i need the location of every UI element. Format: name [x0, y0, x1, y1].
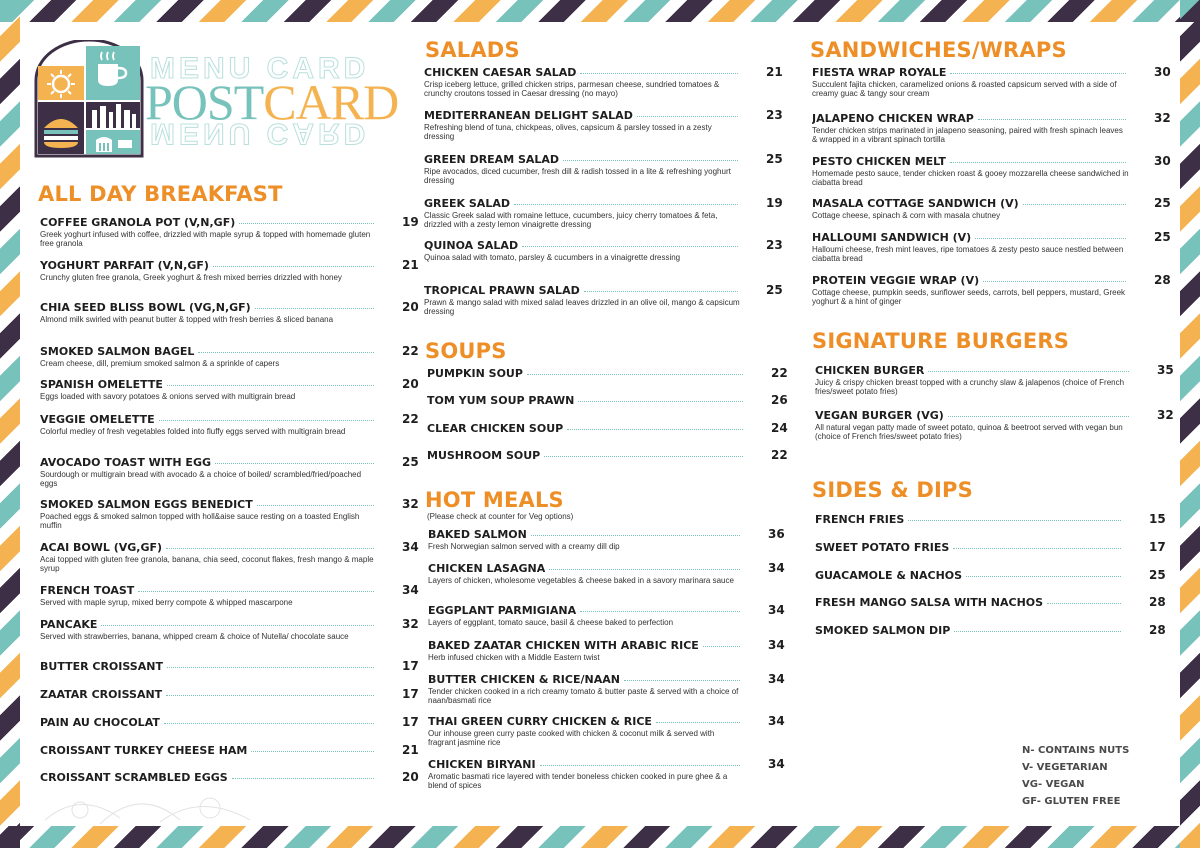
dotted-leader — [978, 119, 1126, 120]
item-price: 25 — [766, 283, 783, 297]
menu-item-row — [40, 498, 378, 511]
item-description: Almond milk swirled with peanut butter & topped with fresh berries & sliced banana — [40, 315, 334, 324]
item-name: CROISSANT SCRAMBLED EGGS — [40, 771, 228, 784]
item-name: SMOKED SALMON BAGEL — [40, 345, 195, 358]
menu-item-zaatar-croissant — [40, 687, 419, 701]
menu-item-row — [815, 541, 1125, 554]
menu-item-spanish-omelette — [40, 377, 419, 401]
dietary-legend — [1022, 742, 1129, 810]
item-name: CHICKEN LASAGNA — [428, 562, 546, 575]
item-price: 34 — [768, 638, 785, 652]
dotted-leader — [540, 765, 740, 766]
dotted-leader — [567, 429, 743, 430]
item-description: Aromatic basmati rice layered with tender boneless chicken cooked in pure ghee & a blend of spices — [428, 772, 728, 790]
item-description: Our inhouse green curry paste cooked with chicken & coconut milk & served with fragrant jasmine rice — [428, 729, 715, 747]
menu-item-row — [40, 345, 378, 358]
item-description: Halloumi cheese, fresh mint leaves, ripe tomatoes & zesty pesto sauce nestled between ciabatta bread — [812, 245, 1124, 263]
dotted-leader — [578, 401, 743, 402]
item-description: Cream cheese, dill, premium smoked salmon & a sprinkle of capers — [40, 359, 280, 368]
item-name: CHIA SEED BLISS BOWL (VG,N,GF) — [40, 301, 251, 314]
item-description: Juicy & crispy chicken breast topped with a crunchy slaw & jalapenos (choice of French fries/sweet potato fries) — [815, 378, 1125, 396]
logo-ghost-text-top: MENU CARD — [150, 52, 370, 85]
menu-item-vegan-burger-vg — [815, 408, 1174, 441]
dotted-leader — [544, 456, 743, 457]
menu-item-halloumi-sandwich-v — [812, 230, 1171, 263]
menu-item-row — [812, 274, 1130, 287]
menu-item-chicken-caesar-salad — [424, 65, 783, 98]
item-price: 34 — [402, 583, 419, 597]
item-description: Poached eggs & smoked salmon topped with holl&aise sauce resting on a toasted English muffin — [40, 512, 360, 530]
logo-wordmark — [145, 76, 398, 128]
item-price: 30 — [1154, 65, 1171, 79]
item-price: 32 — [1154, 111, 1171, 125]
menu-item-french-fries — [815, 513, 1167, 526]
item-price: 17 — [402, 715, 419, 729]
menu-item-sweet-potato-fries — [815, 541, 1167, 554]
item-name: BUTTER CHICKEN & RICE/NAAN — [428, 673, 620, 686]
item-name: VEGGIE OMELETTE — [40, 413, 155, 426]
dotted-leader — [167, 667, 374, 668]
menu-item-row — [40, 456, 378, 469]
item-price: 20 — [402, 770, 419, 784]
item-price: 17 — [1149, 540, 1166, 554]
menu-item-pumpkin-soup — [427, 366, 788, 380]
item-name: GREEK SALAD — [424, 197, 510, 210]
item-name: FRENCH TOAST — [40, 584, 135, 597]
item-price: 25 — [402, 455, 419, 469]
item-price: 25 — [766, 152, 783, 166]
menu-item-row — [40, 301, 378, 314]
dotted-leader — [954, 631, 1121, 632]
item-description: Acai topped with gluten free granola, banana, chia seed, coconut flakes, fresh mango & maple syrup — [40, 555, 374, 573]
heading-signature-burgers: SIGNATURE BURGERS — [812, 329, 1070, 353]
menu-item-row — [40, 744, 378, 757]
menu-item-row — [40, 688, 378, 701]
item-price: 28 — [1149, 595, 1166, 609]
item-name: GREEN DREAM SALAD — [424, 153, 560, 166]
item-price: 22 — [402, 344, 419, 358]
menu-item-row — [424, 239, 742, 252]
menu-item-mediterranean-delight-salad — [424, 108, 783, 141]
item-name: SPANISH OMELETTE — [40, 378, 163, 391]
item-description: Succulent fajita chicken, caramelized onions & roasted capsicum served with a side of creamy guac & tangy sour cream — [812, 80, 1117, 98]
item-description: Eggs loaded with savory potatoes & onions served with multigrain bread — [40, 392, 296, 401]
menu-item-row — [427, 394, 747, 407]
item-price: 28 — [1154, 273, 1171, 287]
menu-item-row — [40, 584, 378, 597]
item-description: Tender chicken cooked in a rich creamy tomato & butter paste & served with a choice of naan/basmati rice — [428, 687, 739, 705]
item-name: YOGHURT PARFAIT (V,N,GF) — [40, 259, 209, 272]
heading-sandwiches-wraps: SANDWICHES/WRAPS — [810, 38, 1067, 62]
menu-item-eggplant-parmigiana — [428, 603, 785, 627]
menu-item-row — [424, 284, 742, 297]
item-price: 23 — [766, 108, 783, 122]
item-description: Refreshing blend of tuna, chickpeas, olives, capsicum & parsley tossed in a zesty dressing — [424, 123, 712, 141]
dotted-leader — [159, 420, 374, 421]
menu-item-row — [428, 673, 744, 686]
item-price: 28 — [1149, 623, 1166, 637]
item-name: PAIN AU CHOCOLAT — [40, 716, 160, 729]
item-name: PANCAKE — [40, 618, 98, 631]
logo-word-card: CARD — [263, 74, 399, 130]
menu-item-masala-cottage-sandwich-v — [812, 196, 1171, 220]
dotted-leader — [215, 463, 374, 464]
dotted-leader — [167, 385, 374, 386]
dotted-leader — [255, 308, 374, 309]
item-description: Ripe avocados, diced cucumber, fresh dill & radish tossed in a lite & refreshing yoghurt dressing — [424, 167, 731, 185]
item-name: BUTTER CROISSANT — [40, 660, 163, 673]
item-price: 21 — [402, 258, 419, 272]
logo-word-post: POST — [145, 74, 264, 130]
menu-item-pancake — [40, 617, 419, 641]
item-price: 22 — [771, 448, 788, 462]
item-name: HALLOUMI SANDWICH (V) — [812, 231, 972, 244]
item-description: Cottage cheese, spinach & corn with masala chutney — [812, 211, 1001, 220]
menu-item-yoghurt-parfait-v-n-gf — [40, 258, 419, 282]
item-description: Herb infused chicken with a Middle Eastern twist — [428, 653, 600, 662]
hot-meals-note: (Please check at counter for Veg options) — [427, 512, 574, 521]
item-price: 34 — [768, 714, 785, 728]
menu-item-baked-zaatar-chicken-with-arabic-rice — [428, 638, 785, 662]
item-name: VEGAN BURGER (VG) — [815, 409, 944, 422]
menu-item-row — [428, 639, 744, 652]
menu-item-row — [427, 449, 747, 462]
dotted-leader — [637, 116, 738, 117]
dotted-leader — [563, 160, 738, 161]
item-price: 15 — [1149, 512, 1166, 526]
item-price: 25 — [1149, 568, 1166, 582]
heading-hot-meals: HOT MEALS — [425, 488, 564, 512]
dotted-leader — [101, 625, 374, 626]
menu-item-smoked-salmon-dip — [815, 624, 1167, 637]
dotted-leader — [584, 291, 738, 292]
dotted-leader — [257, 505, 374, 506]
item-name: ACAI BOWL (VG,GF) — [40, 541, 163, 554]
dotted-leader — [522, 246, 738, 247]
menu-item-row — [812, 155, 1130, 168]
item-price: 32 — [402, 497, 419, 511]
menu-item-pain-au-chocolat — [40, 715, 419, 729]
item-description: Served with strawberries, banana, whipped cream & choice of Nutella/ chocolate sauce — [40, 632, 349, 641]
logo-ghost-text-bottom: MENU CARD — [150, 117, 370, 150]
dotted-leader — [514, 204, 738, 205]
menu-item-row — [812, 197, 1130, 210]
dotted-leader — [656, 722, 740, 723]
item-name: CLEAR CHICKEN SOUP — [427, 422, 564, 435]
dotted-leader — [527, 374, 743, 375]
item-price: 22 — [402, 412, 419, 426]
dotted-leader — [251, 751, 374, 752]
dotted-leader — [580, 611, 740, 612]
menu-item-veggie-omelette — [40, 412, 419, 436]
item-name: SWEET POTATO FRIES — [815, 541, 950, 554]
item-description: Layers of eggplant, tomato sauce, basil & cheese baked to perfection — [428, 618, 674, 627]
dotted-leader — [983, 281, 1126, 282]
dotted-leader — [198, 352, 374, 353]
airmail-border-bottom — [0, 826, 1200, 848]
item-price: 32 — [402, 617, 419, 631]
menu-item-row — [812, 231, 1130, 244]
menu-item-row — [815, 624, 1125, 637]
item-description: Layers of chicken, wholesome vegetables & cheese baked in a savory marinara sauce — [428, 576, 734, 585]
item-name: MUSHROOM SOUP — [427, 449, 541, 462]
item-name: PUMPKIN SOUP — [427, 367, 523, 380]
menu-item-row — [424, 109, 742, 122]
menu-item-quinoa-salad — [424, 238, 783, 262]
menu-item-clear-chicken-soup — [427, 421, 788, 435]
dotted-leader — [908, 520, 1121, 521]
menu-item-row — [815, 569, 1125, 582]
airmail-border-right — [1180, 0, 1200, 848]
dotted-leader — [580, 73, 738, 74]
item-price: 17 — [402, 659, 419, 673]
menu-item-croissant-turkey-cheese-ham — [40, 743, 419, 757]
item-description: Fresh Norwegian salmon served with a creamy dill dip — [428, 542, 620, 551]
menu-item-row — [428, 528, 744, 541]
item-name: CHICKEN CAESAR SALAD — [424, 66, 577, 79]
item-price: 34 — [768, 561, 785, 575]
decorative-sketch — [40, 780, 270, 826]
menu-item-french-toast — [40, 583, 419, 607]
item-description: Cottage cheese, pumpkin seeds, sunflower seeds, carrots, bell peppers, mustard, Greek yoghurt & a hint of ginger — [812, 288, 1126, 306]
dotted-leader — [953, 548, 1121, 549]
item-name: CROISSANT TURKEY CHEESE HAM — [40, 744, 248, 757]
dotted-leader — [966, 576, 1121, 577]
dotted-leader — [166, 548, 374, 549]
heading-salads: SALADS — [425, 38, 520, 62]
item-name: SMOKED SALMON DIP — [815, 624, 951, 637]
dotted-leader — [703, 646, 740, 647]
dotted-leader — [928, 371, 1129, 372]
menu-item-butter-croissant — [40, 659, 419, 673]
item-description: Served with maple syrup, mixed berry compote & whipped mascarpone — [40, 598, 293, 607]
dotted-leader — [1047, 603, 1121, 604]
item-name: FRENCH FRIES — [815, 513, 905, 526]
heading-sides-dips: SIDES & DIPS — [812, 478, 973, 502]
menu-item-row — [40, 660, 378, 673]
menu-item-row — [40, 541, 378, 554]
menu-item-row — [815, 513, 1125, 526]
menu-item-greek-salad — [424, 196, 783, 229]
menu-item-row — [40, 413, 378, 426]
menu-item-mushroom-soup — [427, 448, 788, 462]
item-description: Greek yoghurt infused with coffee, drizzled with maple syrup & topped with homemade gluten free granola — [40, 230, 371, 248]
menu-item-guacamole-nachos — [815, 569, 1167, 582]
menu-item-fiesta-wrap-royale — [812, 65, 1171, 98]
menu-item-avocado-toast-with-egg — [40, 455, 419, 488]
menu-item-pesto-chicken-melt — [812, 154, 1171, 187]
dotted-leader — [950, 162, 1126, 163]
item-description: Colorful medley of fresh vegetables folded into fluffy eggs served with multigrain bread — [40, 427, 346, 436]
item-price: 20 — [402, 377, 419, 391]
item-description: Quinoa salad with tomato, parsley & cucumbers in a vinaigrette dressing — [424, 253, 681, 262]
legend-nuts: N- CONTAINS NUTS — [1022, 745, 1130, 756]
menu-item-chicken-biryani — [428, 757, 785, 790]
menu-item-row — [812, 112, 1130, 125]
item-description: Crunchy gluten free granola, Greek yoghurt & fresh mixed berries drizzled with honey — [40, 273, 342, 282]
menu-item-row — [428, 758, 744, 771]
item-name: JALAPENO CHICKEN WRAP — [812, 112, 974, 125]
menu-item-row — [40, 259, 378, 272]
item-name: BAKED ZAATAR CHICKEN WITH ARABIC RICE — [428, 639, 699, 652]
legend-gluten-free: GF- GLUTEN FREE — [1022, 796, 1121, 807]
menu-item-smoked-salmon-bagel — [40, 344, 419, 368]
item-name: CHICKEN BURGER — [815, 364, 925, 377]
menu-item-row — [427, 367, 747, 380]
menu-item-baked-salmon — [428, 527, 785, 551]
dotted-leader — [950, 73, 1126, 74]
item-name: PROTEIN VEGGIE WRAP (V) — [812, 274, 980, 287]
dotted-leader — [164, 723, 374, 724]
item-price: 20 — [402, 300, 419, 314]
menu-item-row — [815, 596, 1125, 609]
legend-vegetarian: V- VEGETARIAN — [1022, 762, 1108, 773]
menu-item-chicken-burger — [815, 363, 1174, 396]
menu-item-tom-yum-soup-prawn — [427, 393, 788, 407]
item-name: CHICKEN BIRYANI — [428, 758, 536, 771]
menu-item-row — [428, 562, 744, 575]
menu-item-chicken-lasagna — [428, 561, 785, 585]
dotted-leader — [213, 266, 374, 267]
item-price: 35 — [1157, 363, 1174, 377]
airmail-border-left — [0, 0, 20, 848]
item-price: 34 — [402, 540, 419, 554]
menu-item-row — [424, 197, 742, 210]
dotted-leader — [948, 416, 1129, 417]
item-price: 24 — [771, 421, 788, 435]
item-price: 32 — [1157, 408, 1174, 422]
item-name: THAI GREEN CURRY CHICKEN & RICE — [428, 715, 652, 728]
item-name: TROPICAL PRAWN SALAD — [424, 284, 580, 297]
dotted-leader — [624, 680, 740, 681]
item-price: 34 — [768, 672, 785, 686]
menu-item-row — [424, 153, 742, 166]
menu-item-row — [40, 618, 378, 631]
dotted-leader — [138, 591, 374, 592]
menu-item-row — [40, 216, 378, 229]
dotted-leader — [166, 695, 374, 696]
item-price: 36 — [768, 527, 785, 541]
item-price: 23 — [766, 238, 783, 252]
item-name: SMOKED SALMON EGGS BENEDICT — [40, 498, 253, 511]
menu-item-protein-veggie-wrap-v — [812, 273, 1171, 306]
menu-item-tropical-prawn-salad — [424, 283, 783, 316]
dotted-leader — [549, 569, 740, 570]
heading-all-day-breakfast: ALL DAY BREAKFAST — [38, 182, 283, 206]
item-price: 25 — [1154, 230, 1171, 244]
legend-vegan: VG- VEGAN — [1022, 779, 1085, 790]
menu-item-chia-seed-bliss-bowl-vg-n-gf — [40, 300, 419, 324]
menu-item-green-dream-salad — [424, 152, 783, 185]
dotted-leader — [531, 535, 740, 536]
menu-item-row — [812, 66, 1130, 79]
item-name: GUACAMOLE & NACHOS — [815, 569, 963, 582]
item-price: 30 — [1154, 154, 1171, 168]
item-description: All natural vegan patty made of sweet potato, quinoa & beetroot served with vegan bun (choice of French fries/sweet potato fries) — [815, 423, 1123, 441]
item-price: 17 — [402, 687, 419, 701]
dotted-leader — [239, 223, 374, 224]
item-price: 21 — [766, 65, 783, 79]
item-name: FIESTA WRAP ROYALE — [812, 66, 947, 79]
menu-item-butter-chicken-rice-naan — [428, 672, 785, 705]
item-name: MEDITERRANEAN DELIGHT SALAD — [424, 109, 633, 122]
item-price: 19 — [766, 196, 783, 210]
menu-item-smoked-salmon-eggs-benedict — [40, 497, 419, 530]
item-price: 26 — [771, 393, 788, 407]
menu-item-acai-bowl-vg-gf — [40, 540, 419, 573]
item-description: Prawn & mango salad with mixed salad leaves drizzled in an olive oil, mango & capsicum dressing — [424, 298, 740, 316]
item-description: Classic Greek salad with romaine lettuce, cucumbers, juicy cherry tomatoes & feta, drizzled with a zesty lemon vinaigrette dressing — [424, 211, 718, 229]
item-name: TOM YUM SOUP PRAWN — [427, 394, 575, 407]
item-price: 34 — [768, 757, 785, 771]
dotted-leader — [1023, 204, 1126, 205]
item-name: AVOCADO TOAST WITH EGG — [40, 456, 211, 469]
airmail-border-top — [0, 0, 1200, 22]
menu-item-thai-green-curry-chicken-rice — [428, 714, 785, 747]
dotted-leader — [975, 238, 1126, 239]
item-name: BAKED SALMON — [428, 528, 527, 541]
item-name: MASALA COTTAGE SANDWICH (V) — [812, 197, 1019, 210]
postcard-logo-icon — [34, 40, 144, 158]
item-name: ZAATAR CROISSANT — [40, 688, 163, 701]
menu-item-row — [424, 66, 742, 79]
menu-item-row — [427, 422, 747, 435]
item-description: Sourdough or multigrain bread with avocado & a choice of boiled/ scrambled/fried/poached eggs — [40, 470, 362, 488]
heading-soups: SOUPS — [425, 339, 507, 363]
menu-item-coffee-granola-pot-v-n-gf — [40, 215, 419, 248]
menu-item-row — [40, 716, 378, 729]
menu-item-row — [815, 409, 1133, 422]
item-price: 19 — [402, 215, 419, 229]
dotted-leader — [232, 778, 374, 779]
menu-item-row — [40, 378, 378, 391]
menu-item-row — [428, 604, 744, 617]
item-price: 21 — [402, 743, 419, 757]
item-price: 25 — [1154, 196, 1171, 210]
item-price: 34 — [768, 603, 785, 617]
menu-item-fresh-mango-salsa-with-nachos — [815, 596, 1167, 609]
item-description: Tender chicken strips marinated in jalapeno seasoning, paired with fresh spinach leaves & wrapped in a vibrant spinach tortilla — [812, 126, 1123, 144]
item-name: COFFEE GRANOLA POT (V,N,GF) — [40, 216, 236, 229]
menu-item-row — [815, 364, 1133, 377]
item-price: 22 — [771, 366, 788, 380]
menu-item-row — [428, 715, 744, 728]
item-name: PESTO CHICKEN MELT — [812, 155, 946, 168]
item-description: Crisp iceberg lettuce, grilled chicken strips, parmesan cheese, sundried tomatoes & crunchy croutons tossed in Caesar dressing (no mayo) — [424, 80, 720, 98]
item-name: EGGPLANT PARMIGIANA — [428, 604, 577, 617]
item-name: FRESH MANGO SALSA WITH NACHOS — [815, 596, 1044, 609]
menu-item-jalapeno-chicken-wrap — [812, 111, 1171, 144]
item-description: Homemade pesto sauce, tender chicken roast & gooey mozzarella cheese sandwiched in ciabatta bread — [812, 169, 1129, 187]
item-name: QUINOA SALAD — [424, 239, 519, 252]
